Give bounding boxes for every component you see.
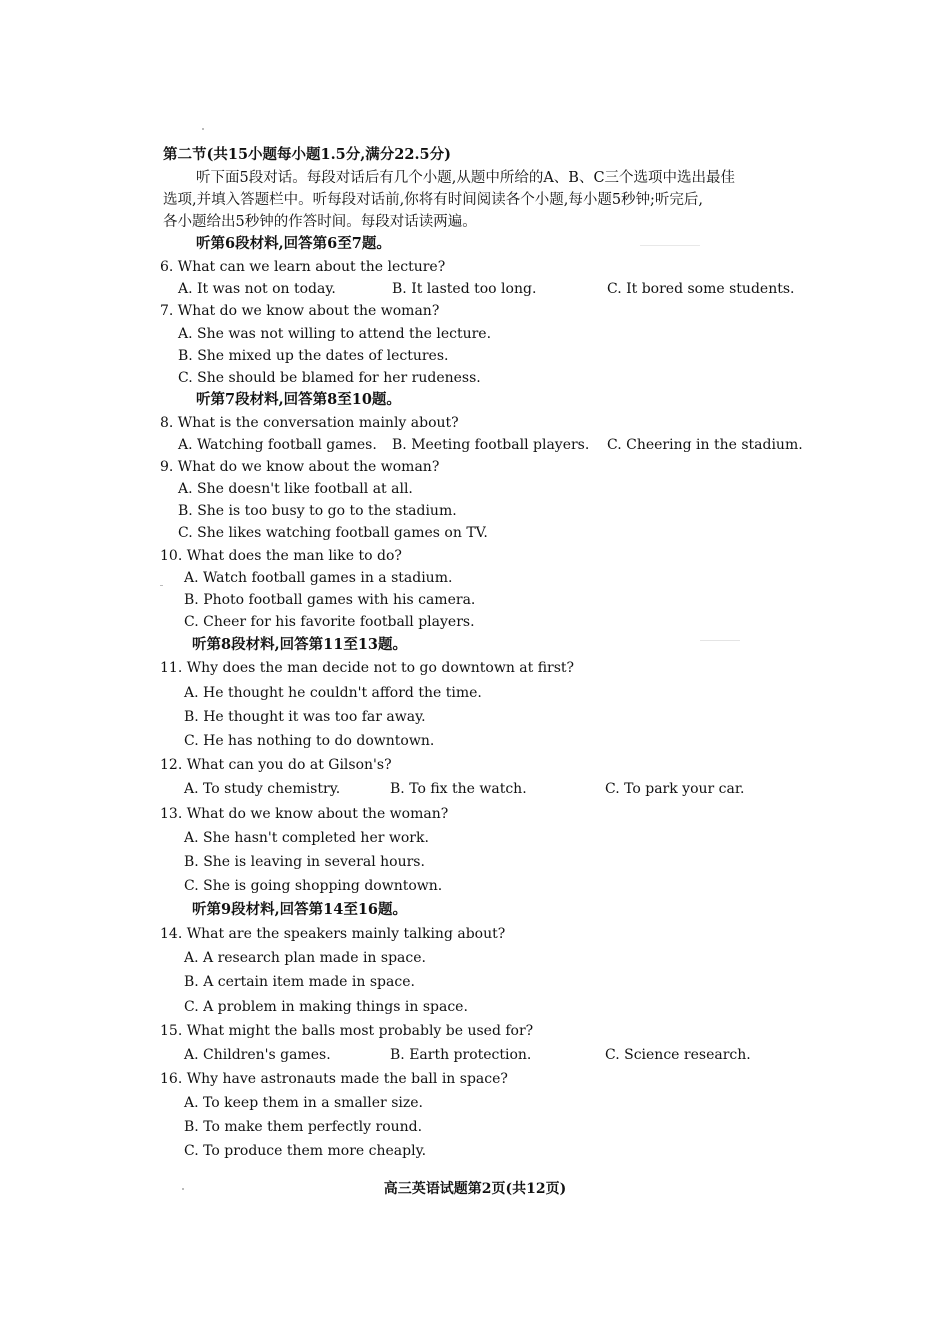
- question-13-option-c: C. She is going shopping downtown.: [184, 878, 443, 894]
- instruction-line-3: 各小题给出5秒钟的作答时间。每段对话读两遍。: [163, 214, 477, 230]
- question-11: 11. Why does the man decide not to go downtown at first?: [160, 660, 575, 676]
- question-16: 16. Why have astronauts made the ball in space?: [160, 1071, 508, 1087]
- option-b: B. It lasted too long.: [392, 281, 537, 297]
- question-10-option-c: C. Cheer for his favorite football players.: [184, 614, 475, 630]
- question-12-options: [0, 778, 950, 800]
- question-13-option-b: B. She is leaving in several hours.: [184, 854, 425, 870]
- question-14-option-c: C. A problem in making things in space.: [184, 999, 468, 1015]
- option-c: C. To park your car.: [605, 781, 745, 797]
- question-14-option-a: A. A research plan made in space.: [184, 950, 426, 966]
- question-7-option-c: C. She should be blamed for her rudeness.: [178, 370, 481, 386]
- question-9: 9. What do we know about the woman?: [160, 459, 440, 475]
- group-heading-6-7: 听第6段材料,回答第6至7题。: [196, 235, 391, 252]
- question-7-option-a: A. She was not willing to attend the lecture.: [178, 326, 492, 342]
- option-b: B. Meeting football players.: [392, 437, 590, 453]
- group-heading-8-10: 听第7段材料,回答第8至10题。: [196, 391, 401, 408]
- option-a: A. To study chemistry.: [184, 781, 341, 797]
- scan-speck: [640, 245, 700, 246]
- scan-speck: [202, 128, 204, 130]
- question-16-option-a: A. To keep them in a smaller size.: [184, 1095, 423, 1111]
- question-10-option-b: B. Photo football games with his camera.: [184, 592, 476, 608]
- question-7-option-b: B. She mixed up the dates of lectures.: [178, 348, 449, 364]
- question-11-option-c: C. He has nothing to do downtown.: [184, 733, 435, 749]
- question-11-option-a: A. He thought he couldn't afford the time.: [184, 685, 482, 701]
- question-9-option-c: C. She likes watching football games on TV.: [178, 525, 488, 541]
- question-8-options: [0, 434, 950, 456]
- section-title: 第二节(共15小题每小题1.5分,满分22.5分): [163, 146, 451, 163]
- option-b: B. To fix the watch.: [390, 781, 527, 797]
- option-a: A. Children's games.: [184, 1047, 331, 1063]
- group-heading-14-16: 听第9段材料,回答第14至16题。: [192, 901, 407, 918]
- group-heading-11-13: 听第8段材料,回答第11至13题。: [192, 636, 407, 653]
- page-footer: 高三英语试题第2页(共12页): [383, 1181, 567, 1197]
- question-15: 15. What might the balls most probably be used for?: [160, 1023, 534, 1039]
- option-c: C. It bored some students.: [607, 281, 795, 297]
- scan-speck: [700, 640, 740, 641]
- question-14-option-b: B. A certain item made in space.: [184, 974, 415, 990]
- instruction-line-2: 选项,并填入答题栏中。听每段对话前,你将有时间阅读各个小题,每小题5秒钟;听完后,: [163, 192, 704, 208]
- question-11-option-b: B. He thought it was too far away.: [184, 709, 426, 725]
- option-c: C. Science research.: [605, 1047, 751, 1063]
- question-14: 14. What are the speakers mainly talking about?: [160, 926, 506, 942]
- question-16-option-b: B. To make them perfectly round.: [184, 1119, 423, 1135]
- question-16-option-c: C. To produce them more cheaply.: [184, 1143, 427, 1159]
- option-b: B. Earth protection.: [390, 1047, 532, 1063]
- question-10: 10. What does the man like to do?: [160, 548, 402, 564]
- question-8: 8. What is the conversation mainly about?: [160, 415, 459, 431]
- option-a: A. Watching football games.: [178, 437, 377, 453]
- question-6-options: [0, 278, 950, 300]
- scan-speck: [160, 585, 163, 586]
- question-6: 6. What can we learn about the lecture?: [160, 259, 446, 275]
- instruction-line-1: 听下面5段对话。每段对话后有几个小题,从题中所给的A、B、C三个选项中选出最佳: [196, 170, 736, 186]
- question-9-option-b: B. She is too busy to go to the stadium.: [178, 503, 457, 519]
- question-13-option-a: A. She hasn't completed her work.: [184, 830, 429, 846]
- question-10-option-a: A. Watch football games in a stadium.: [184, 570, 453, 586]
- question-7: 7. What do we know about the woman?: [160, 303, 440, 319]
- question-12: 12. What can you do at Gilson's?: [160, 757, 392, 773]
- option-c: C. Cheering in the stadium.: [607, 437, 803, 453]
- question-15-options: [0, 1044, 950, 1066]
- option-a: A. It was not on today.: [178, 281, 336, 297]
- scan-speck: [182, 1188, 184, 1190]
- question-13: 13. What do we know about the woman?: [160, 806, 449, 822]
- question-9-option-a: A. She doesn't like football at all.: [178, 481, 413, 497]
